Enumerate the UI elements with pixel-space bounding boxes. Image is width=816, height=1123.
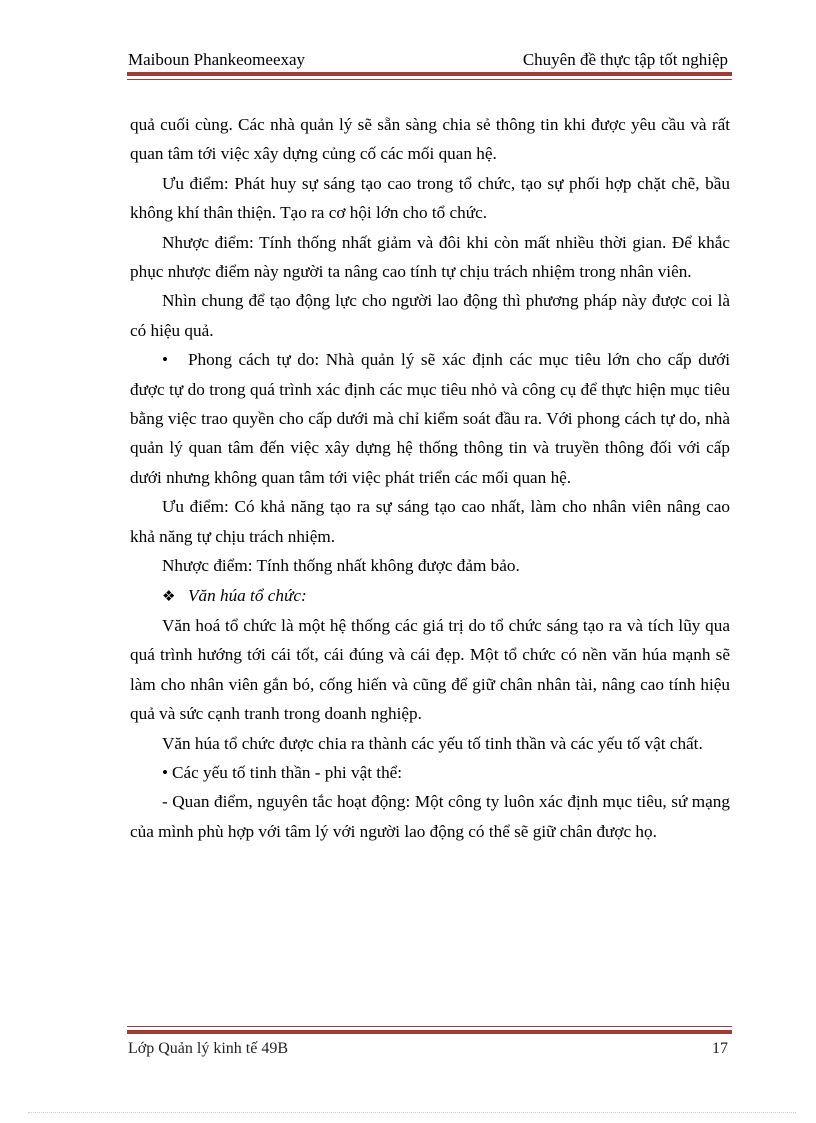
bullet-spiritual-factors-text: Các yếu tố tinh thần - phi vật thể: [172,762,403,782]
header-rule-thin [127,79,732,80]
footer-class-name: Lớp Quản lý kinh tế 49B [128,1040,288,1057]
header-author: Maiboun Phankeomeexay [128,50,306,69]
paragraph-summary: Nhìn chung để tạo động lực cho người lao động thì phương pháp này được coi là có hiệu quả. [130,291,730,340]
footer-rule-thin [127,1026,732,1027]
paragraph-disadvantages-1: Nhược điểm: Tính thống nhất giảm và đôi khi còn mất nhiều thời gian. Để khắc phục nhược điểm này người ta nâng cao tính tự chịu trách nhiệm trong nhân viên. [130,232,730,282]
bullet-spiritual-factors [130,758,730,787]
document-body [130,110,730,846]
paragraph-culture-division: Văn húa tổ chức được chia ra thành các yếu tố tinh thần và các yếu tố vật chất. [162,733,703,753]
page-header [128,50,728,74]
paragraph-continuation: quả cuối cùng. Các nhà quản lý sẽ sẵn sàng chia sẻ thông tin khi được yêu cầu và rất quan tâm tới việc xây dựng củng cố các mối quan hệ. [130,115,730,164]
paragraph-advantages-2: Ưu điểm: Có khả năng tạo ra sự sáng tạo cao nhất, làm cho nhân viên nâng cao khả năng tự chịu trách nhiệm. [130,497,730,546]
diamond-bullet-icon: ❖ [162,586,176,605]
paragraph-advantages-1: Ưu điểm: Phát huy sự sáng tạo cao trong tổ chức, tạo sự phối hợp chặt chẽ, bầu không khí thân thiện. Tạo ra cơ hội lớn cho tổ chức. [130,173,730,223]
header-title: Chuyên đề thực tập tốt nghiệp [522,50,728,69]
paragraph-disadvantages-2: Nhược điểm: Tính thống nhất không được đảm bảo. [162,556,520,576]
round-bullet-icon: • [162,350,169,370]
bullet-free-style [130,345,730,492]
section-heading-culture-text: Văn húa tổ chức: [188,585,307,605]
header-rule-thick [127,72,732,76]
section-heading-culture [130,581,730,611]
bullet-free-style-text: Phong cách tự do: Nhà quản lý sẽ xác định các mục tiêu lớn cho cấp dưới được tự do trong quá trình xác định các mục tiêu nhỏ và công cụ để thực hiện mục tiêu bằng việc trao quyền cho cấp dưới mà chỉ kiểm soát đầu ra. Với phong cách tự do, nhà quản lý quan tâm đến việc xây dựng hệ thống thông tin và truyền thông đối với cấp dưới nhưng không quan tâm tới việc phát triển các mối quan hệ. [130,350,730,487]
page-number: 17 [712,1040,728,1057]
paragraph-culture-definition: Văn hoá tổ chức là một hệ thống các giá trị do tổ chức sáng tạo ra và tích lũy qua quá trình hướng tới cái tốt, cái đúng và cái đẹp. Một tổ chức có nền văn húa mạnh sẽ làm cho nhân viên gắn bó, cống hiến và cũng để giữ chân nhân tài, nâng cao tính hiệu quả và sức cạnh tranh trong doanh nghiệp. [130,615,730,724]
page-bottom-dotted-line [28,1112,796,1113]
round-bullet-icon: • [162,762,169,782]
page-footer [128,1040,728,1062]
footer-rule-thick [127,1030,732,1034]
paragraph-viewpoints: - Quan điểm, nguyên tắc hoạt động: Một công ty luôn xác định mục tiêu, sứ mạng của mình phù hợp với tâm lý với người lao động có thể sẽ giữ chân được họ. [130,792,730,841]
